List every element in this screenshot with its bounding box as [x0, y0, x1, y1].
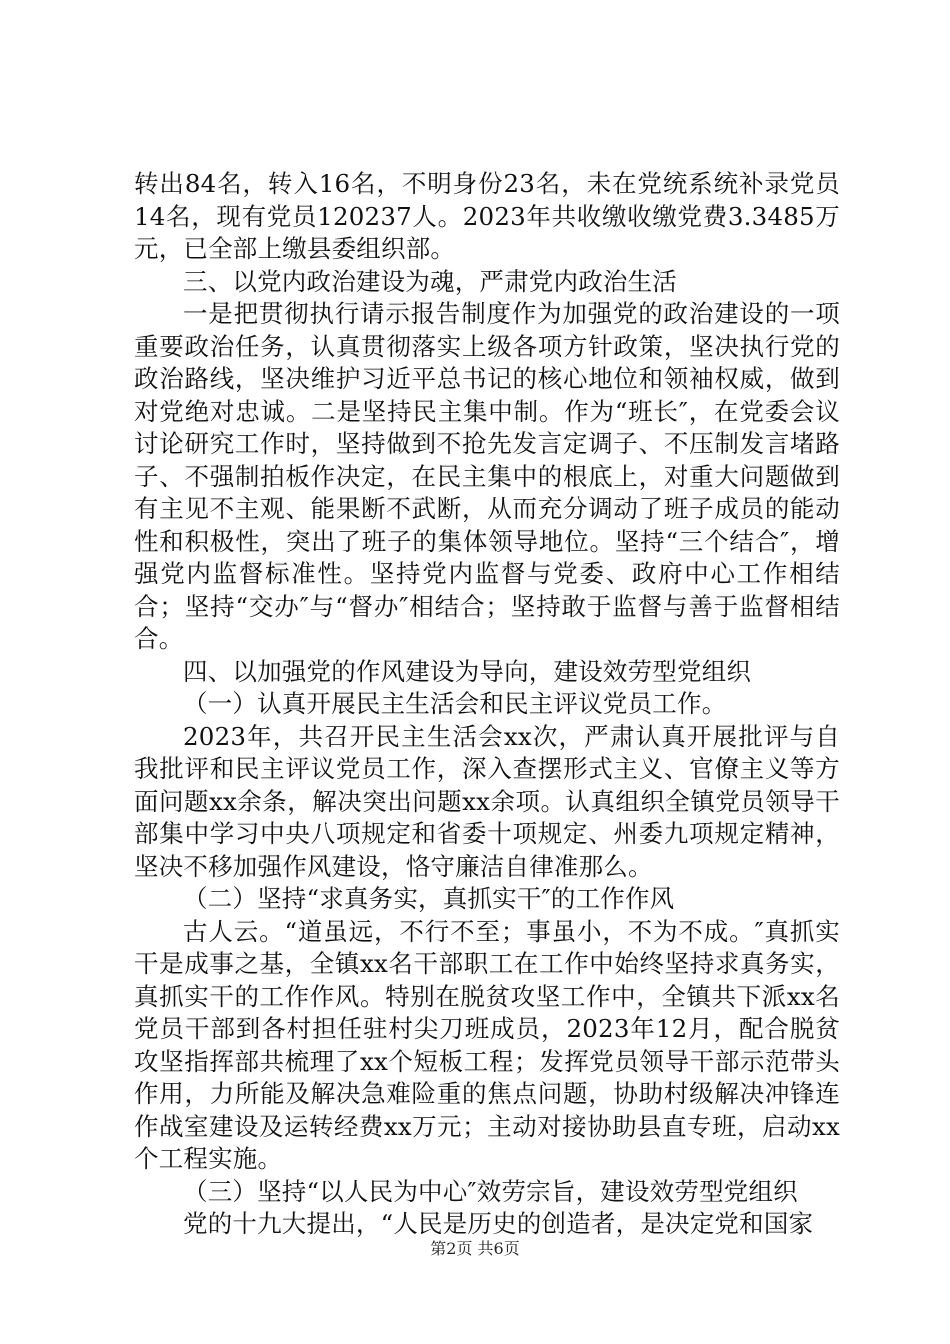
- paragraph-political-building: 一是把贯彻执行请示报告制度作为加强党的政治建设的一项重要政治任务，认真贯彻落实上级各项方针政策，坚决执行党的政治路线，坚决维护习近平总书记的核心地位和领袖权威，做到对党绝对忠诚。二是坚持民主集中制。作为“班长″，在党委会议讨论研究工作时，坚持做到不抢先发言定调子、不压制发言堵路子、不强制拍板作决定，在民主集中的根底上，对重大问题做到有主见不主观、能果断不武断，从而充分调动了班子成员的能动性和积极性，突出了班子的集体领导地位。坚持“三个结合″，增强党内监督标准性。坚持党内监督与党委、政府中心工作相结合；坚持“交办″与“督办″相结合；坚持敢于监督与善于监督相结合。: [134, 299, 840, 653]
- subheading-one: （一）认真开展民主生活会和民主评议党员工作。: [183, 689, 727, 718]
- page-number-footer: 第2页 共6页: [430, 1239, 520, 1258]
- paragraph-member-statistics: 转出84名，转入16名，不明身份23名，未在党统系统补录党员14名，现有党员120237人。2023年共收缴收缴党费3.3485万元，已全部上缴县委组织部。: [134, 169, 840, 263]
- paragraph-democratic-life: 2023年，共召开民主生活会xx次，严肃认真开展批评与自我批评和民主评议党员工作，深入查摆形式主义、官僚主义等方面问题xx余条，解决突出问题xx余项。认真组织全镇党员领导干部集中学习中央八项规定和省委十项规定、州委九项规定精神，坚决不移加强作风建设，恪守廉洁自律准那么。: [134, 721, 840, 881]
- paragraph-work-style: 古人云。“道虽远，不行不至；事虽小，不为不成。″真抓实干是成事之基，全镇xx名干部职工在工作中始终坚持求真务实，真抓实干的工作作风。特别在脱贫攻坚工作中，全镇共下派xx名党员干部到各村担任驻村尖刀班成员，2023年12月，配合脱贫攻坚指挥部共梳理了xx个短板工程；发挥党员领导干部示范带头作用，力所能及解决急难险重的焦点问题，协助村级解决冲锋连作战室建设及运转经费xx万元；主动对接协助县直专班，启动xx个工程实施。: [134, 916, 840, 1173]
- section-heading-four: 四、以加强党的作风建设为导向，建设效劳型党组织: [183, 656, 752, 686]
- section-heading-three: 三、以党内政治建设为魂，严肃党内政治生活: [183, 266, 677, 296]
- paragraph-people-centered: 党的十九大提出，“人民是历史的创造者，是决定党和国家: [183, 1209, 814, 1238]
- document-body: [134, 168, 840, 1241]
- subheading-three: （三）坚持“以人民为中心″效劳宗旨，建设效劳型党组织: [183, 1176, 798, 1206]
- subheading-two: （二）坚持“求真务实，真抓实干″的工作作风: [183, 884, 675, 913]
